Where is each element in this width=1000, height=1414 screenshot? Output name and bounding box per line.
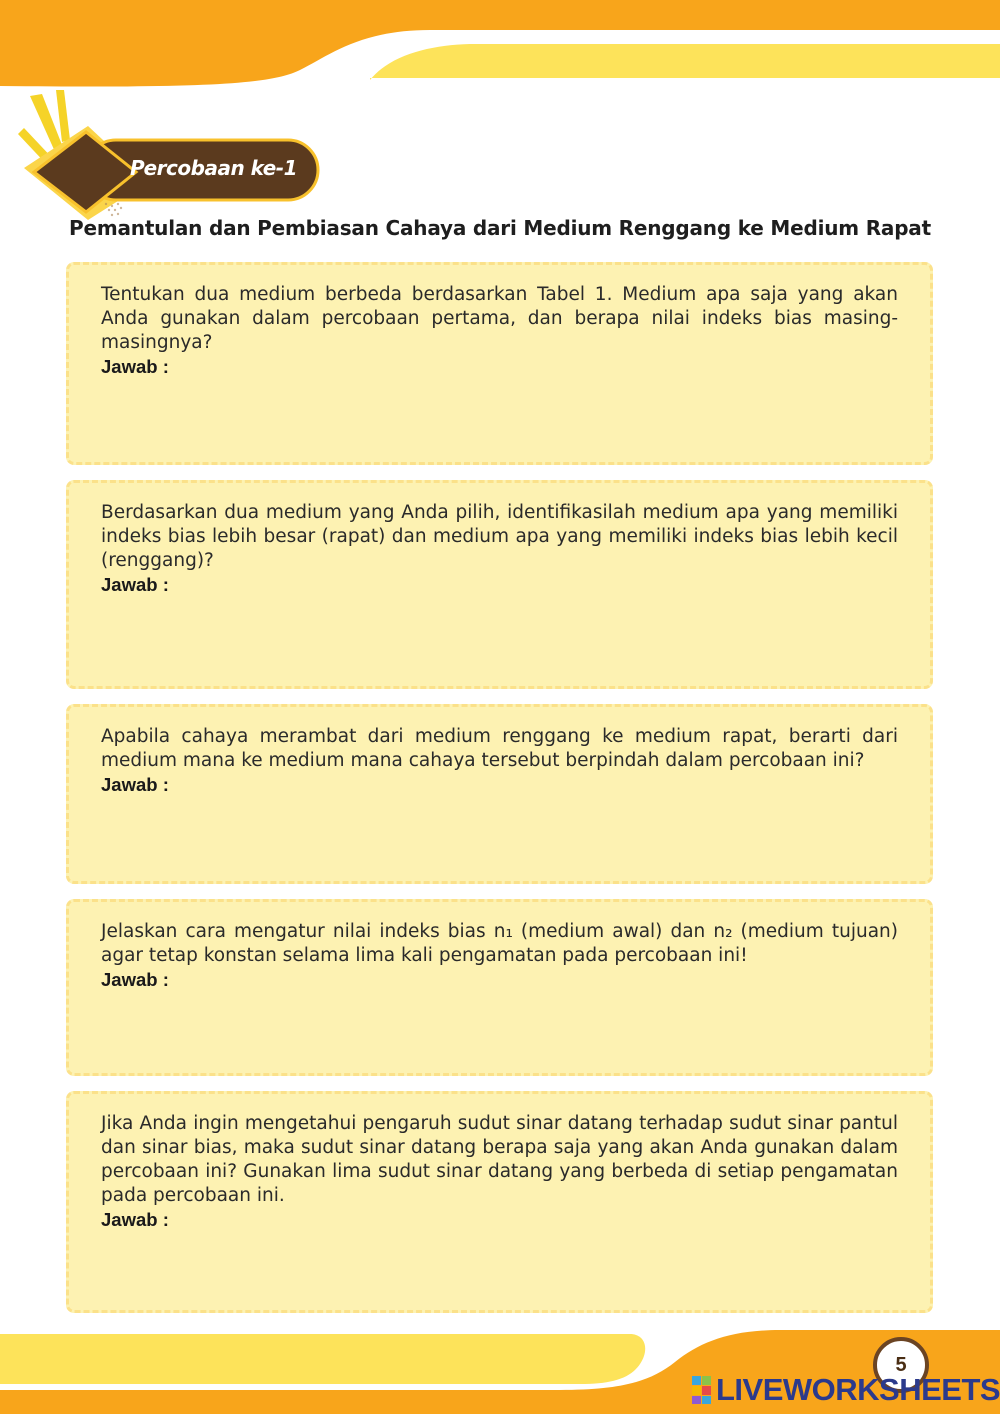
- answer-label-5: Jawab :: [101, 1209, 169, 1230]
- question-box-5: [66, 1091, 933, 1313]
- page-number: 5: [873, 1337, 929, 1393]
- liveworksheets-logo-icon: [692, 1376, 712, 1404]
- question-box-2: [66, 480, 933, 689]
- question-5-text: Jika Anda ingin mengetahui pengaruh sudut sinar datang terhadap sudut sinar pantul dan sinar bias, maka sudut sinar datang berapa saja yang akan Anda gunakan dalam percobaan ini? Gunakan lima sudut sinar datang yang berbeda di setiap pengamatan pada percobaan ini.: [101, 1113, 898, 1206]
- page-subtitle: Pemantulan dan Pembiasan Cahaya dari Medium Renggang ke Medium Rapat: [69, 216, 931, 240]
- question-4-text: Jelaskan cara mengatur nilai indeks bias n₁ (medium awal) dan n₂ (medium tujuan) agar tetap konstan selama lima kali pengamatan pada percobaan ini!: [101, 921, 898, 966]
- top-wave-decoration: [0, 0, 1000, 90]
- question-box-3: [66, 704, 933, 884]
- liveworksheets-watermark: [692, 1372, 1000, 1408]
- answer-label-4: Jawab :: [101, 969, 169, 990]
- question-box-4: [66, 899, 933, 1076]
- answer-label-1: Jawab :: [101, 356, 169, 377]
- answer-label-2: Jawab :: [101, 574, 169, 595]
- question-box-1: [66, 262, 933, 465]
- watermark-text: LIVEWORKSHEETS: [716, 1372, 1000, 1407]
- experiment-badge-title: Percobaan ke-1: [130, 156, 298, 180]
- answer-label-3: Jawab :: [101, 774, 169, 795]
- question-2-text: Berdasarkan dua medium yang Anda pilih, identifikasilah medium apa yang memiliki indeks bias lebih besar (rapat) dan medium apa yang memiliki indeks bias lebih kecil (renggang)?: [101, 502, 898, 571]
- question-1-text: Tentukan dua medium berbeda berdasarkan Tabel 1. Medium apa saja yang akan Anda gunakan dalam percobaan pertama, dan berapa nilai indeks bias masing-masingnya?: [101, 284, 898, 353]
- question-3-text: Apabila cahaya merambat dari medium renggang ke medium rapat, berarti dari medium mana ke medium mana cahaya tersebut berpindah dalam percobaan ini?: [101, 726, 898, 771]
